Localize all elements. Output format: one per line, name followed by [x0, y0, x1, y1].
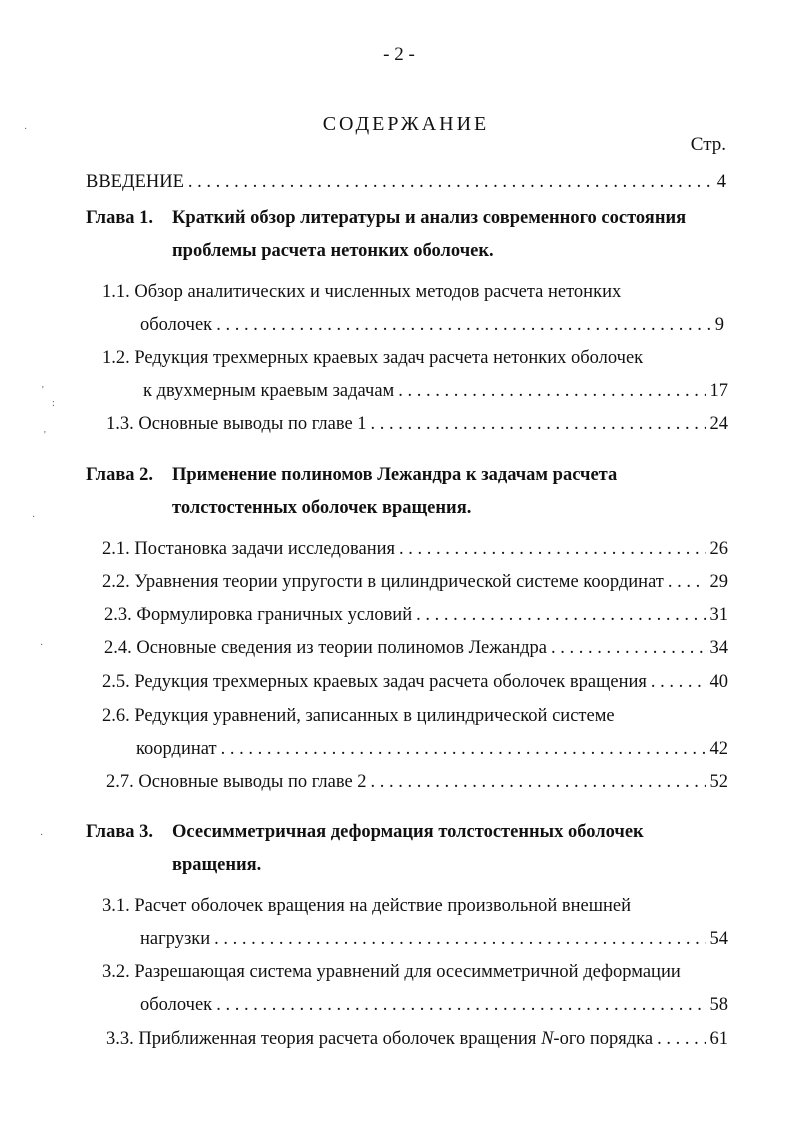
- chapter-title-continued: толстостенных оболочек вращения.: [172, 498, 472, 518]
- toc-page: 9: [714, 315, 724, 335]
- dot-leader: [188, 172, 713, 193]
- dot-leader: [216, 995, 705, 1016]
- toc-entry-text: ВВЕДЕНИЕ: [86, 172, 184, 192]
- toc-page: 61: [709, 1029, 728, 1049]
- toc-page: 24: [709, 414, 728, 434]
- dot-leader: [399, 539, 705, 560]
- chapter-heading: [86, 208, 686, 229]
- toc-entry: оболочек . . . 9: [140, 315, 724, 336]
- page-number: - 2 -: [383, 44, 415, 65]
- toc-page: 54: [709, 929, 728, 949]
- scan-speck: ·: [24, 124, 28, 135]
- scan-speck: ·: [32, 512, 36, 523]
- chapter-title: Применение полиномов Лежандра к задачам расчета: [172, 465, 618, 485]
- page-column-label: Стр.: [690, 134, 726, 155]
- scan-speck: ·: [40, 640, 44, 651]
- chapter-label: Глава 2.: [86, 465, 154, 485]
- toc-page: 17: [709, 381, 728, 401]
- toc-entry: 2.7. Основные выводы по главе 2 . . . 52: [106, 772, 728, 793]
- chapter-heading: [86, 822, 644, 843]
- chapter-title-continued: вращения.: [172, 855, 262, 875]
- toc-page: 31: [709, 605, 728, 625]
- dot-leader: [551, 638, 706, 659]
- chapter-heading: [86, 465, 617, 486]
- dot-leader: [214, 929, 705, 950]
- toc-page: 52: [709, 772, 728, 792]
- toc-page: 29: [709, 572, 728, 592]
- toc-entry: 3.3. Приближенная теория расчета оболочек вращения N-ого порядка . . . 61: [106, 1029, 728, 1050]
- scan-speck: ·: [40, 830, 44, 841]
- toc-entry: 2.2. Уравнения теории упругости в цилиндрической системе координат . . . 29: [102, 572, 728, 593]
- toc-entry: 2.5. Редукция трехмерных краевых задач расчета оболочек вращения . . . 40: [102, 672, 728, 693]
- dot-leader: [668, 572, 706, 593]
- toc-entry-line1: 1.2. Редукция трехмерных краевых задач расчета нетонких оболочек: [102, 348, 644, 368]
- toc-entry-line1: 1.1. Обзор аналитических и численных методов расчета нетонких: [102, 282, 622, 302]
- toc-entry: 2.4. Основные сведения из теории полиномов Лежандра . . . 34: [104, 638, 728, 659]
- dot-leader: [657, 1029, 705, 1050]
- toc-entry: 1.3. Основные выводы по главе 1 . . . 24: [106, 414, 728, 435]
- scan-speck: :: [52, 398, 55, 409]
- chapter-title: Осесимметричная деформация толстостенных оболочек: [172, 822, 644, 842]
- toc-entry: нагрузки . . . 54: [140, 929, 728, 950]
- chapter-label: Глава 3.: [86, 822, 154, 842]
- dot-leader: [398, 381, 705, 402]
- dot-leader: [371, 414, 706, 435]
- dot-leader: [221, 739, 706, 760]
- scan-speck: ': [42, 385, 44, 396]
- toc-entry: координат . . . 42: [136, 739, 728, 760]
- dot-leader: [216, 315, 711, 336]
- toc-page: 26: [709, 539, 728, 559]
- chapter-title-continued: проблемы расчета нетонких оболочек.: [172, 241, 494, 261]
- toc-entry: 2.3. Формулировка граничных условий . . . 31: [104, 605, 728, 626]
- scan-speck: ': [44, 430, 46, 441]
- dot-leader: [416, 605, 705, 626]
- toc-entry-line1: 3.1. Расчет оболочек вращения на действие произвольной внешней: [102, 896, 632, 916]
- toc-page: 42: [709, 739, 728, 759]
- toc-page: 58: [709, 995, 728, 1015]
- toc-page: 40: [709, 672, 728, 692]
- page-title: СОДЕРЖАНИЕ: [322, 113, 490, 135]
- toc-entry: оболочек . . . 58: [140, 995, 728, 1016]
- toc-page: 34: [709, 638, 728, 658]
- toc-entry: 2.1. Постановка задачи исследования . . . 26: [102, 539, 728, 560]
- toc-entry-intro: [86, 172, 726, 193]
- chapter-label: Глава 1.: [86, 208, 154, 228]
- dot-leader: [371, 772, 706, 793]
- toc-entry: к двухмерным краевым задачам . . . 17: [143, 381, 728, 402]
- toc-entry-line1: 3.2. Разрешающая система уравнений для осесимметричной деформации: [102, 962, 681, 982]
- toc-page: 4: [716, 172, 726, 192]
- dot-leader: [651, 672, 706, 693]
- chapter-title: Краткий обзор литературы и анализ современного состояния: [172, 208, 687, 228]
- toc-entry-line1: 2.6. Редукция уравнений, записанных в цилиндрической системе: [102, 706, 615, 726]
